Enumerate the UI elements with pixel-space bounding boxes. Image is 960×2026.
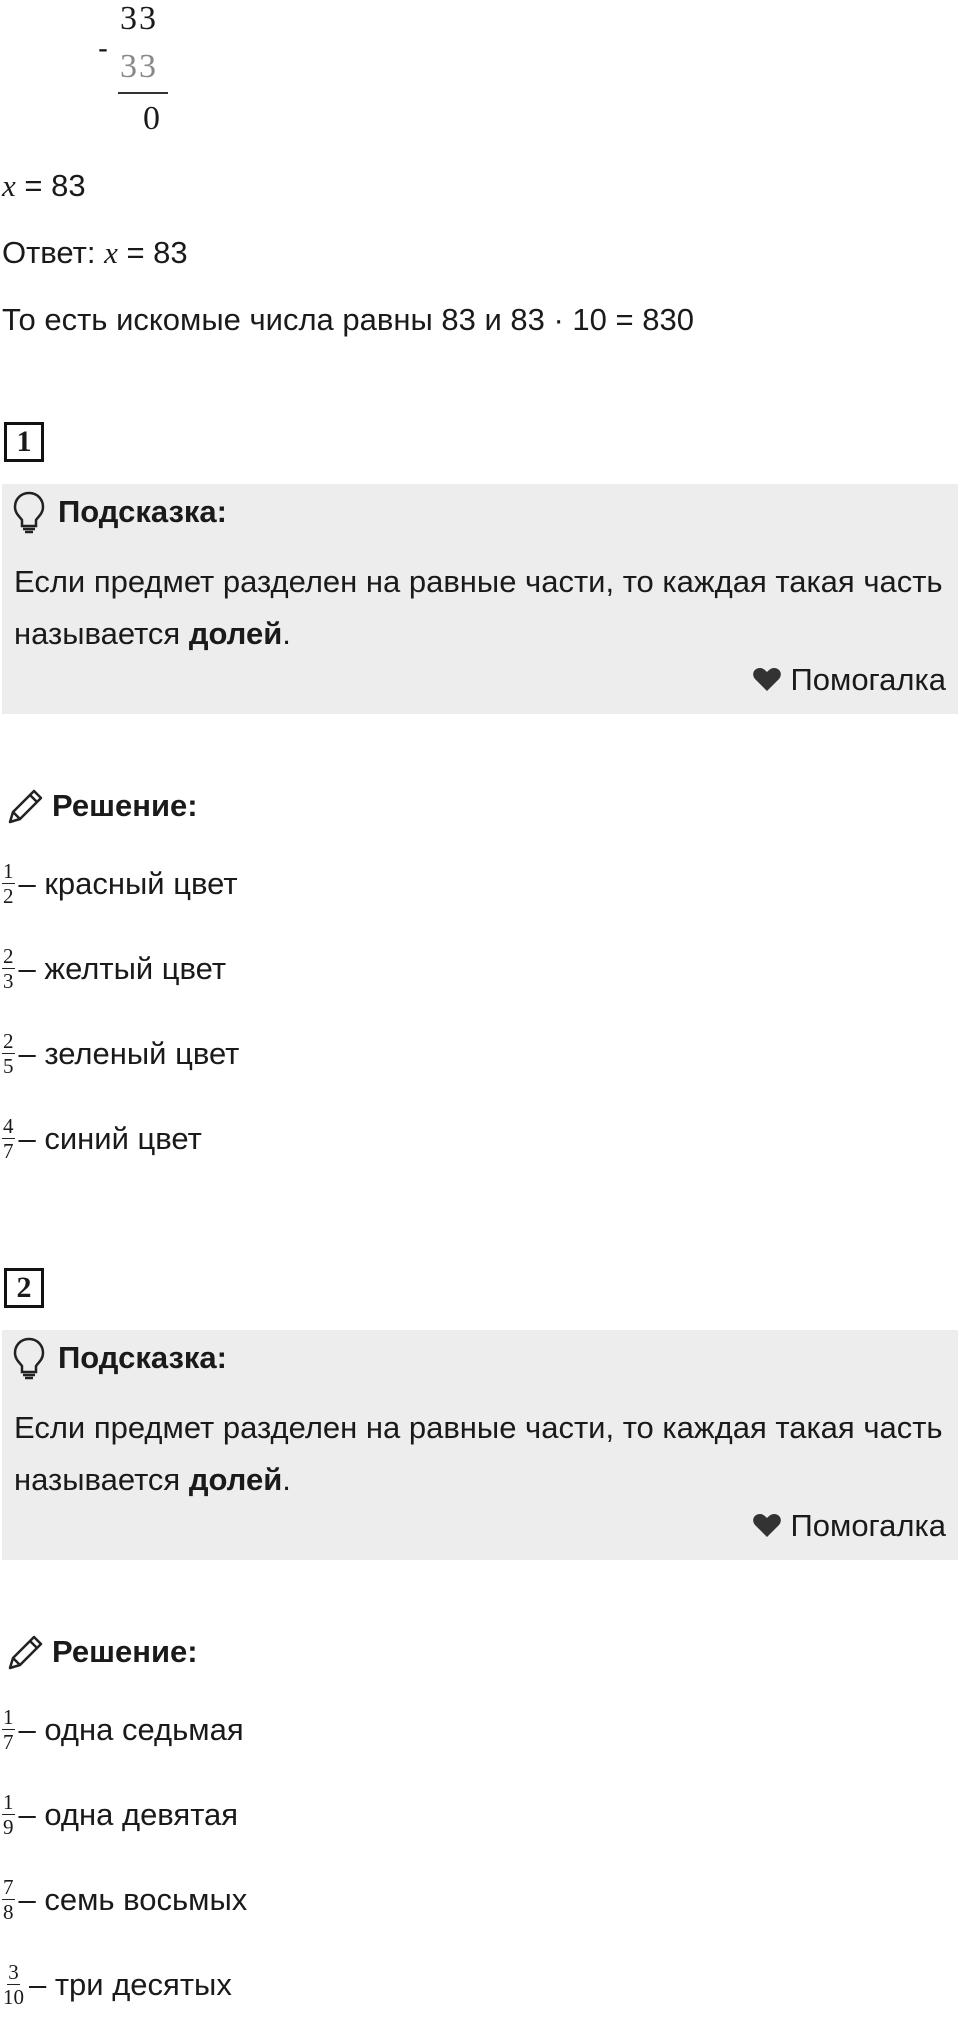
pomogalka-label-2: Помогалка [790,1508,946,1543]
fraction [2,1790,15,1839]
solution-item-text: – синий цвет [18,1120,202,1156]
hint-body-1 [14,556,944,660]
hint-text-2: Если предмет разделен на равные части, то каждая такая часть называется [14,1410,943,1497]
result-line [2,166,86,206]
fraction-numerator: 7 [3,1875,14,1899]
division-line [118,92,168,94]
hint-header-2 [12,1336,227,1380]
fraction [2,1960,25,2009]
fraction [2,1875,15,1924]
answer-text: = 83 [117,235,188,270]
fraction-denominator: 7 [3,1730,14,1754]
fraction-numerator: 2 [3,1029,14,1053]
solution-header-1 [6,786,198,826]
fraction [2,1114,15,1163]
solution-title-1: Решение: [52,788,198,823]
result-text: = 83 [15,168,86,203]
pomogalka-label-1: Помогалка [790,662,946,697]
solution-header-2 [6,1632,198,1672]
division-minus-sign: - [98,32,108,65]
fraction-numerator: 4 [3,1114,14,1138]
solution-item-text: – три десятых [29,1966,232,2002]
fraction-denominator: 3 [3,969,14,993]
pencil-icon [6,786,46,826]
hint-text-end-1: . [282,616,291,651]
solution-item-2-1 [2,1705,244,1754]
division-minuend: 33 [120,0,158,37]
division-subtrahend: 33 [120,48,158,85]
heart-icon [752,667,782,693]
fraction [2,859,15,908]
solution-item-text: – одна девятая [18,1796,239,1832]
solution-item-text: – красный цвет [18,865,238,901]
hint-bold-term-1: долей [188,616,283,651]
fraction-denominator: 10 [3,1985,24,2009]
hint-box-1 [2,484,958,714]
task-number-1: 1 [4,422,44,462]
variable-x: x [104,235,118,270]
hint-header-1 [12,490,227,534]
solution-item-text: – одна седьмая [18,1711,244,1747]
solution-item-1-2 [2,944,226,993]
division-remainder: 0 [143,100,162,137]
hint-text-end-2: . [282,1462,291,1497]
hint-title-2: Подсказка: [58,1340,227,1375]
fraction-numerator: 3 [8,1960,19,1984]
fraction-numerator: 1 [3,1790,14,1814]
fraction-denominator: 5 [3,1054,14,1078]
fraction-numerator: 2 [3,944,14,968]
fraction-denominator: 9 [3,1815,14,1839]
hint-footer-2[interactable] [752,1508,946,1544]
task-number-2: 2 [4,1268,44,1308]
hint-text-1: Если предмет разделен на равные части, то каждая такая часть называется [14,564,943,651]
hint-bold-term-2: долей [188,1462,283,1497]
conclusion-line: То есть искомые числа равны 83 и 83 · 10 = 830 [2,302,694,337]
solution-item-2-4 [2,1960,232,2009]
fraction [2,1705,15,1754]
solution-item-2-3 [2,1875,247,1924]
hint-title-1: Подсказка: [58,494,227,529]
solution-item-1-1 [2,859,238,908]
solution-item-text: – семь восьмых [18,1881,248,1917]
hint-box-2 [2,1330,958,1560]
pencil-icon [6,1632,46,1672]
lightbulb-icon [12,1336,46,1380]
solution-item-1-3 [2,1029,239,1078]
fraction-denominator: 7 [3,1139,14,1163]
fraction-numerator: 1 [3,1705,14,1729]
solution-title-2: Решение: [52,1634,198,1669]
hint-body-2 [14,1402,944,1506]
lightbulb-icon [12,490,46,534]
fraction [2,1029,15,1078]
hint-footer-1[interactable] [752,662,946,698]
answer-line [2,233,188,273]
solution-item-text: – желтый цвет [18,950,227,986]
fraction [2,944,15,993]
fraction-denominator: 8 [3,1900,14,1924]
solution-item-1-4 [2,1114,202,1163]
heart-icon [752,1513,782,1539]
variable-x: x [2,168,16,203]
fraction-numerator: 1 [3,859,14,883]
solution-item-2-2 [2,1790,238,1839]
solution-item-text: – зеленый цвет [18,1035,240,1071]
answer-prefix: Ответ: [2,235,105,270]
fraction-denominator: 2 [3,884,14,908]
